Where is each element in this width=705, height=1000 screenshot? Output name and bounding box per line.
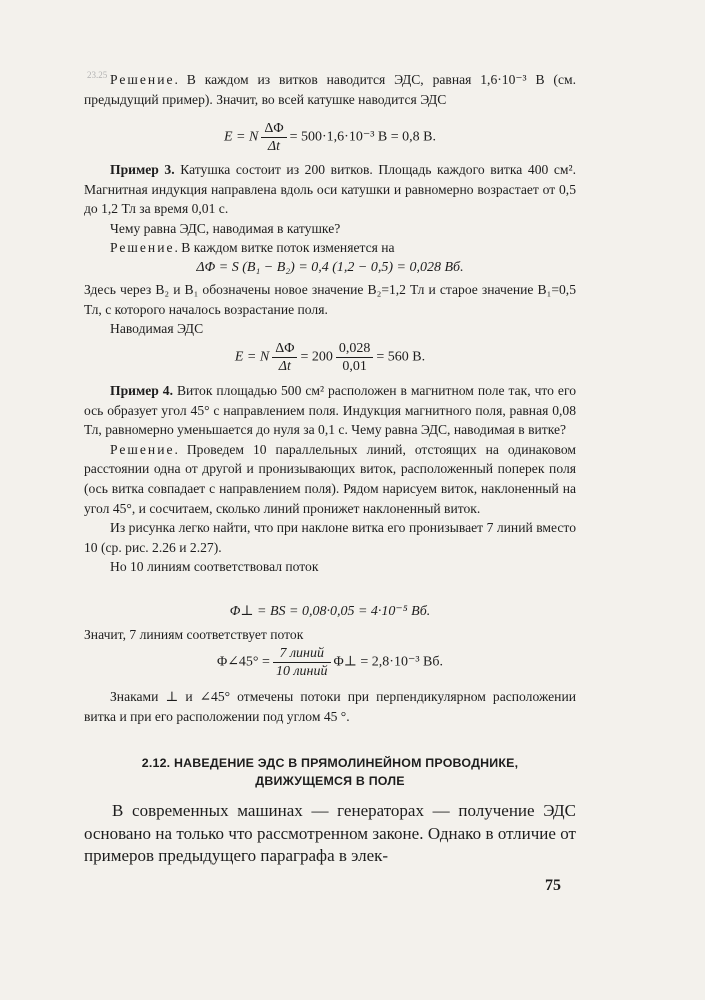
example-label: Пример 3. [110, 162, 175, 177]
solution-label: Решение [110, 240, 175, 256]
margin-note: 23.25 [87, 70, 108, 80]
question: Чему равна ЭДС, наводимая в катушке? [110, 220, 341, 236]
formula-3: E = N $\frac{\Delta\Phi}{\Delta t}$ = 200 $\frac{0,028}{0,01}$ = 560 В. [234, 341, 426, 374]
page-number: 75 [545, 877, 561, 894]
paragraph-notation: Здесь через B₂ и B₁ обозначены новое значение B₂=1,2 Тл и старое значение B₁=0,5 Тл, с которого началось возрастание поля. Наводимая ЭДС [84, 282, 576, 337]
solution-label: Решение [110, 441, 175, 457]
formula-4: Φ⊥ = BS = 0,08·0,05 = 4·10⁻⁵ Вб. [229, 604, 431, 619]
solution-2 [84, 70, 576, 109]
example-4: Пример 4. Виток площадью 500 см² расположен в магнитном поле так, что его ось образует угол 45° с направлением поля. Индукция магнитного поля, равная 0,08 Тл, равномерно уменьшается до нуля за 0,1 с. Чему равна ЭДС, наводимая в витке? Решение. Проведем 10 параллельных линий, отстоящих на одинаковом расстоянии одна от другой и пронизывающих виток, расположенный поперек поля (ось витка совпадает с направлением поля). Рядом нарисуем виток, наклоненный на угол 45°, и сосчитаем, сколько линий пронижет наклоненный виток. Из рисунка легко найти, что при наклоне витка его пронизывает 7 линий вместо 10 (ср. рис. 2.26 и 2.27). Но 10 линиям соответствовал поток [84, 383, 576, 575]
section-intro: В современных машинах — генераторах — получение ЭДС основано на только что рассмотренном законе. Однако в отличие от примеров предыдущего параграфа в элек- [84, 801, 576, 865]
formula-1: E = N $\frac{\Delta\Phi}{\Delta t}$ = 500·1,6·10⁻³ В = 0,8 В. [224, 121, 436, 154]
paragraph-signs: Знаками ⊥ и ∠45° отмечены потоки при перпендикулярном расположении витка и при его расположении под углом 45 °. [84, 689, 576, 724]
formula-2: ΔΦ = S (B₁ − B₂) = 0,4 (1,2 − 0,5) = 0,028 Вб. [196, 260, 464, 275]
example-label: Пример 4. [110, 383, 173, 398]
example-3: Пример 3. Катушка состоит из 200 витков. Площадь каждого витка 400 см². Магнитная индукция направлена вдоль оси катушки и равномерно возрастает от 0,5 до 1,2 Тл за время 0,01 с. Чему равна ЭДС, наводимая в катушке? Решение. В каждом витке поток изменяется на [84, 162, 576, 256]
solution-label: Решение [110, 72, 175, 87]
solution-text: . В каждом из витков наводится ЭДС, равная 1,6·10⁻³ В (см. предыдущий пример). Значит, во всей катушке наводится ЭДС [84, 72, 576, 107]
paragraph-flux: Значит, 7 линиям соответствует поток [84, 627, 304, 642]
section-heading: 2.12. НАВЕДЕНИЕ ЭДС В ПРЯМОЛИНЕЙНОМ ПРОВОДНИКЕ, ДВИЖУЩЕМСЯ В ПОЛЕ [141, 756, 519, 788]
formula-5: Φ∠45° = $\frac{\text{7 линий}}{\text{10 линий}}$ Φ⊥ = 2,8·10⁻³ Вб. [216, 646, 444, 679]
